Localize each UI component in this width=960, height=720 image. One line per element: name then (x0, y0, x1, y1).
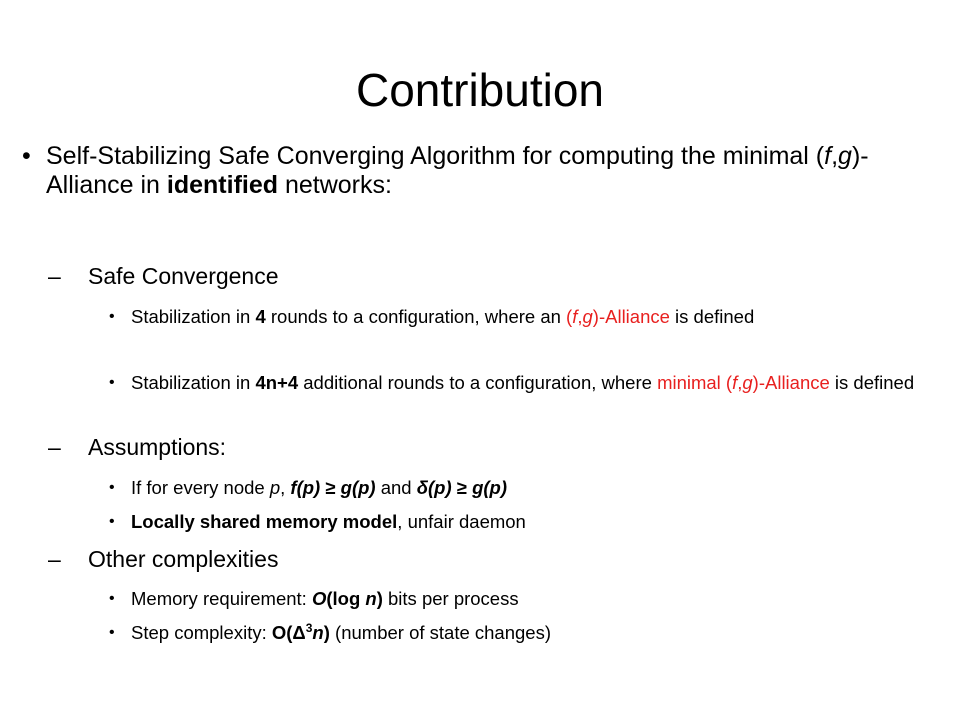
bullet-dot-icon: • (109, 479, 115, 496)
bullet-dot-icon: • (109, 590, 115, 607)
dash-icon: – (48, 546, 61, 572)
bullet-dot-icon: • (109, 624, 115, 641)
dash-icon: – (48, 263, 61, 289)
list-item: • Memory requirement: O(log n) bits per process (109, 588, 519, 609)
section-heading-other-complexities: – Other complexities (48, 546, 279, 572)
slide-title: Contribution (355, 64, 605, 116)
bullet-dot-icon: • (109, 308, 115, 325)
list-item: • If for every node p, f(p) ≥ g(p) and δ(p) ≥ g(p) (109, 477, 508, 498)
bullet-dot-icon: • (22, 142, 31, 170)
list-item: • Stabilization in 4n+4 additional rounds to a configuration, where minimal (f,g)-Alliance is defined (109, 372, 915, 393)
list-item: • Step complexity: $O(\Delta^3n)$ (number of state changes) (109, 620, 551, 643)
bullet-dot-icon: • (109, 513, 115, 530)
section-heading-safe-convergence: – Safe Convergence (48, 263, 279, 289)
section-heading-assumptions: – Assumptions: (48, 434, 227, 460)
bullet-dot-icon: • (109, 374, 115, 391)
list-item: • Locally shared memory model, unfair daemon (109, 511, 526, 532)
main-bullet: • Self-Stabilizing Safe Converging Algorithm for computing the minimal (f,g)-Alliance in identified networks: (22, 142, 869, 199)
dash-icon: – (48, 434, 61, 460)
list-item: • Stabilization in 4 rounds to a configuration, where an (f,g)-Alliance is defined (109, 306, 755, 327)
